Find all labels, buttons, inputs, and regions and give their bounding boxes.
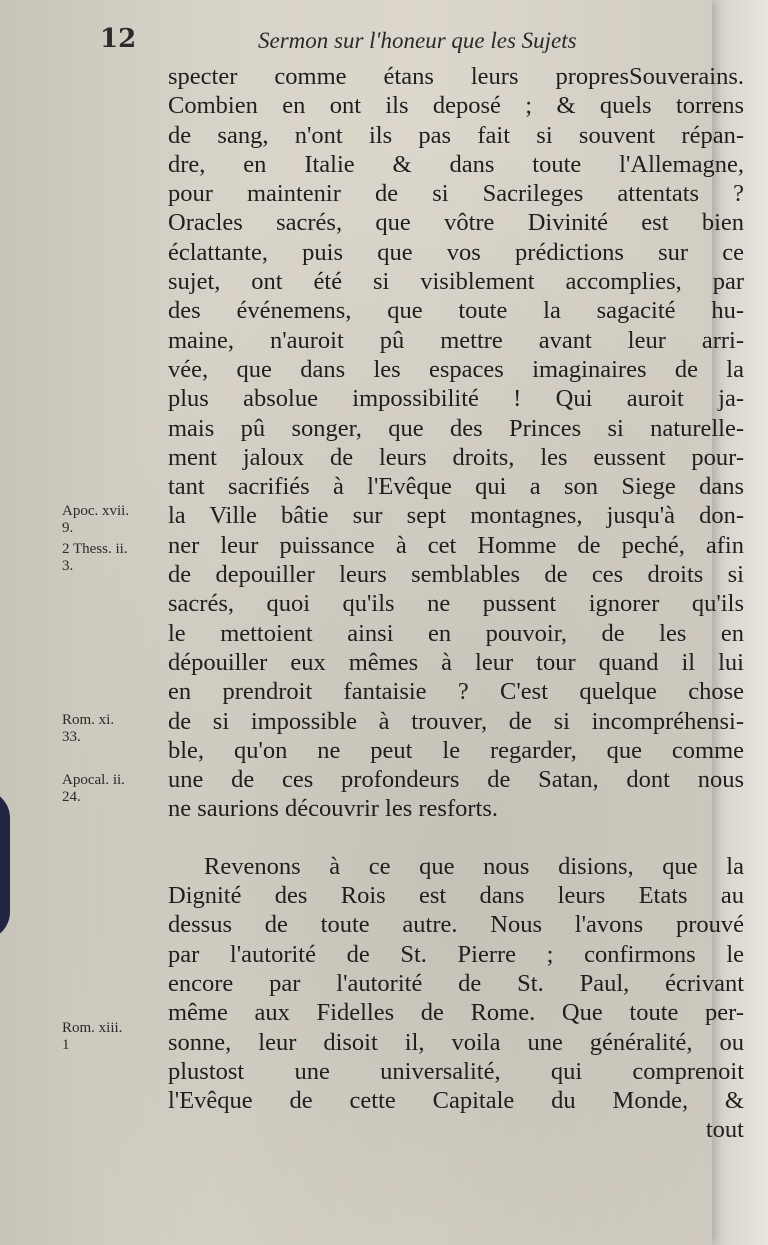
text-line: Dignité des Rois est dans leurs Etats au (168, 882, 744, 910)
text-line: Revenons à ce que nous disions, que la (204, 852, 744, 880)
text-line: même aux Fidelles de Rome. Que toute per- (168, 999, 744, 1027)
text-line: de sang, n'ont ils pas fait si souvent répan- (168, 121, 744, 149)
text-line: Combien en ont ils deposé ; & quels torrens (168, 92, 744, 120)
text-line: la Ville bâtie sur sept montagnes, jusqu'à don- (168, 502, 744, 530)
text-line: dre, en Italie & dans toute l'Allemagne, (168, 150, 744, 178)
text-line: sujet, ont été si visiblement accomplies, par (168, 268, 744, 296)
running-title: Sermon sur l'honeur que les Sujets (258, 28, 577, 53)
text-line: encore par l'autorité de St. Paul, écrivant (168, 969, 744, 997)
text-line: sacrés, quoi qu'ils ne pussent ignorer qu'ils (168, 590, 744, 618)
text-line: maine, n'auroit pû mettre avant leur arri- (168, 326, 744, 354)
catchword: tout (705, 1116, 744, 1144)
text-line: tant sacrifiés à l'Evêque qui a son Siege dans (168, 473, 744, 501)
text-line: une de ces profondeurs de Satan, dont nous (168, 766, 744, 794)
text-line: dessus de toute autre. Nous l'avons prouvé (168, 911, 744, 939)
text-line: plus absolue impossibilité ! Qui auroit ja- (168, 385, 744, 413)
margin-note-apoc-xvii: Apoc. xvii. 9. (62, 503, 130, 536)
text-line: ment jaloux de leurs droits, les eussent pour- (168, 443, 744, 471)
text-line: dépouiller eux mêmes à leur tour quand il lui (168, 648, 744, 676)
text-line: éclattante, puis que vos prédictions sur ce (168, 238, 744, 266)
text-line: Oracles sacrés, que vôtre Divinité est bien (168, 209, 744, 237)
text-line: de depouiller leurs semblables de ces droits si (168, 561, 744, 589)
margin-note-rom-xi: Rom. xi. 33. (62, 712, 115, 745)
text-line: pour maintenir de si Sacrileges attentats ? (168, 180, 744, 208)
text-line: sonne, leur disoit il, voila une généralité, ou (168, 1028, 744, 1056)
margin-note-apocal-ii: Apocal. ii. 24. (62, 772, 125, 805)
text-line: ble, qu'on ne peut le regarder, que comme (168, 736, 744, 764)
text-line: de si impossible à trouver, de si incompréhensi- (168, 707, 744, 735)
text-line: mais pû songer, que des Princes si naturelle- (168, 414, 744, 442)
margin-notes (0, 0, 165, 1245)
text-line: des événemens, que toute la sagacité hu- (168, 297, 744, 325)
paragraph-gap (168, 824, 744, 852)
text-line: le mettoient ainsi en pouvoir, de les en (168, 619, 744, 647)
body-text (168, 62, 744, 1145)
text-line: specter comme étans leurs propresSouverains. (168, 63, 744, 90)
margin-note-2-thess-ii: 2 Thess. ii. 3. (62, 541, 128, 574)
page-number: 12 (100, 24, 137, 54)
text-line: par l'autorité de St. Pierre ; confirmons le (168, 940, 744, 968)
text-line: vée, que dans les espaces imaginaires de la (168, 355, 744, 383)
text-line: l'Evêque de cette Capitale du Monde, & (168, 1087, 744, 1115)
text-line: ner leur puissance à cet Homme de peché, afin (168, 531, 744, 559)
text-line: en prendroit fantaisie ? C'est quelque chose (168, 678, 744, 706)
text-line: ne saurions découvrir les resforts. (168, 795, 498, 823)
margin-note-rom-xiii: Rom. xiii. 1 (62, 1020, 123, 1053)
text-line: plustost une universalité, qui comprenoit (168, 1057, 744, 1085)
